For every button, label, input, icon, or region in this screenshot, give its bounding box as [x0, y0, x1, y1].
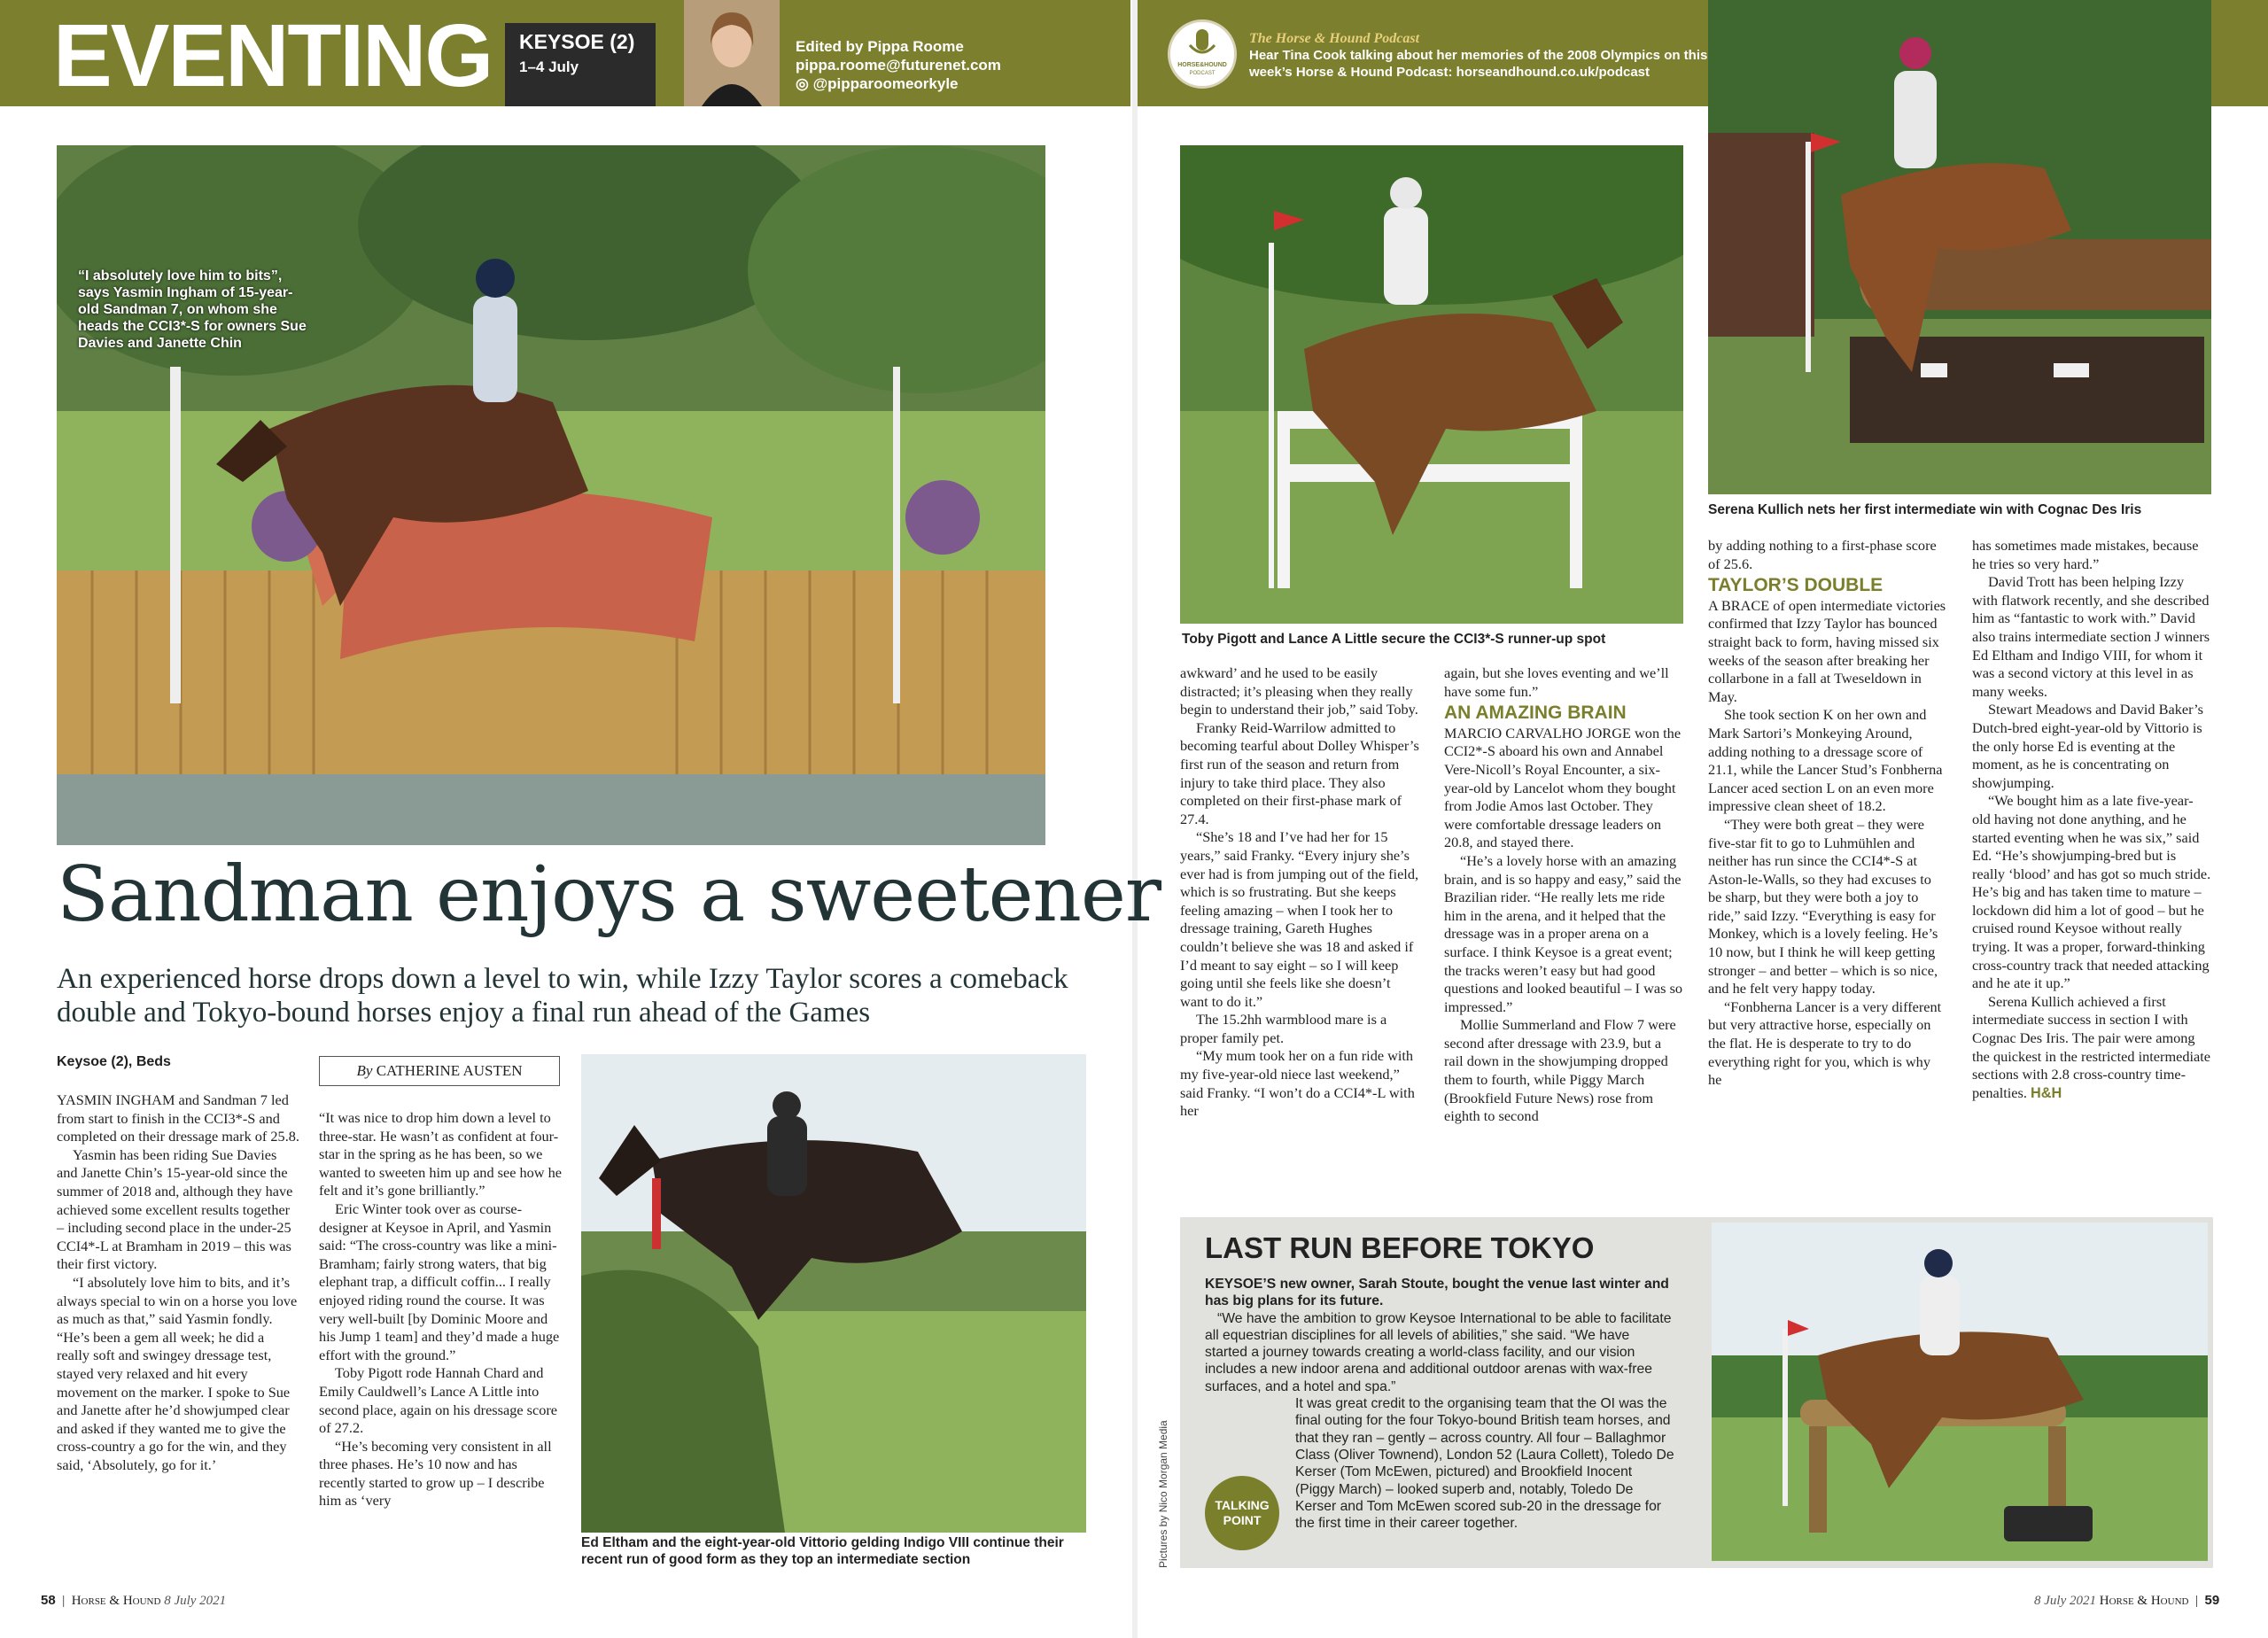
- photo-credit: Pictures by Nico Morgan Media: [1157, 1420, 1169, 1568]
- signoff-logo: H&H: [2031, 1084, 2062, 1101]
- article-column-2: [319, 1109, 563, 1510]
- main-photo-caption: “I absolutely love him to bits”, says Yasmin Ingham of 15-year-old Sandman 7, on whom she heads the CCI3*-S for owners Sue Davies and Janette Chin: [78, 268, 307, 351]
- paragraph: “They were both great – they were five-star fit to go to Luhmühlen and neither has run since the CCI4*-S at Aston-le-Walls, so they had excuses to be sharp, but they were both a joy to ride,” said Izzy. “Everything is easy for Monkey, which is a lovely feeling. He’s 10 now, but I think he will keep getting stronger – and better – which is so nice, and he felt very happy today.: [1708, 815, 1938, 998]
- paragraph: A BRACE of open intermediate victories confirmed that Izzy Taylor has bounced straight back to form, having missed six weeks of the season after breaking her collarbone in a fall at Tweseldown in May.: [1708, 596, 1946, 705]
- folio-left: 58 | Horse & Hound 8 July 2021: [41, 1593, 227, 1608]
- paragraph: “He’s becoming very consistent in all three phases. He’s 10 now and has recently started to grow up – I describe him as ‘very: [319, 1437, 552, 1510]
- instagram-icon: ◎: [796, 75, 813, 92]
- article-column-6: [1972, 537, 2211, 1102]
- paragraph: MARCIO CARVALHO JORGE won the CCI2*-S aboard his own and Annabel Vere-Nicoll’s Royal Encounter, a six-year-old by Lancelot whom they bought from Jodie Amos last October. They were comfortable dressage leaders on 20.8, and stayed there.: [1444, 724, 1682, 851]
- paragraph: Yasmin has been riding Sue Davies and Janette Chin’s 15-year-old since the summer of 2018 and, although they have achieved some excellent results together – including second place in the under-25 CCI4*-L at Bramham in 2019 – this was their first victory.: [57, 1145, 293, 1273]
- venue-dates: 1–4 July: [519, 58, 579, 75]
- sidebar-title: LAST RUN BEFORE TOKYO: [1205, 1231, 1595, 1264]
- article-column-4: [1444, 664, 1683, 1126]
- byline: By CATHERINE AUSTEN: [319, 1056, 560, 1086]
- paragraph: “We have the ambition to grow Keysoe International to be able to facilitate all equestrian disciplines for all levels of abilities,” she said. “We have started a journey towards creating a world-class facility, and our vision includes a new indoor arena and additional outdoor arenas with wax-free surfaces, and a hotel and spa.”: [1205, 1310, 1672, 1394]
- section-title: EVENTING: [53, 6, 493, 105]
- paragraph: by adding nothing to a first-phase score of 25.6.: [1708, 537, 1937, 572]
- page-gutter: [1132, 0, 1138, 1638]
- sidebar-text: [1205, 1276, 1674, 1532]
- venue-box: [505, 23, 656, 106]
- page-number: 59: [2204, 1593, 2220, 1608]
- paragraph: The 15.2hh warmblood mare is a proper family pet.: [1180, 1011, 1387, 1046]
- podcast-logo: [1168, 19, 1237, 89]
- paragraph: Serena Kullich achieved a first intermediate success in section I with Cognac Des Iris. The pair were among the quickest in the restricted intermediate sections with 2.8 cross-country time-penalties. H&H: [1972, 992, 2210, 1101]
- paragraph: YASMIN INGHAM and Sandman 7 led from start to finish in the CCI3*-S and completed on their dressage mark of 25.8.: [57, 1091, 299, 1145]
- paragraph: again, but she loves eventing and we’ll have some fun.”: [1444, 664, 1669, 700]
- paragraph: Franky Reid-Warrilow admitted to becoming tearful about Dolley Whisper’s first run of the season and return from injury to take third place. They also completed on their first-phase mark of 27.4.: [1180, 718, 1419, 827]
- paragraph: Mollie Summerland and Flow 7 were second after dressage with 23.9, but a rail down in the showjumping dropped them to fourth, while Piggy March (Brookfield Future News) rose from eighth to second: [1444, 1016, 1676, 1125]
- issue-date: 8 July 2021: [164, 1594, 227, 1608]
- paragraph: David Trott has been helping Izzy with flatwork recently, and she described him as “fantastic to work with.” David also trains intermediate section J winners Ed Eltham and Indigo VIII, for whom it was a second victory at this level in as many weeks.: [1972, 573, 2210, 700]
- main-photo-sandman: [57, 145, 1045, 845]
- magazine-name: Horse & Hound: [2099, 1594, 2189, 1608]
- section-header-bar: [0, 0, 1130, 106]
- podcast-title: The Horse & Hound Podcast: [1249, 31, 1420, 46]
- article-column-1: [57, 1091, 300, 1474]
- page-number: 58: [41, 1593, 56, 1608]
- paragraph: “He’s a lovely horse with an amazing brain, and is so happy and easy,” said the Brazilian rider. “He really lets me ride him in the arena, and it helped that the dressage was in a proper arena on a surface. I think Keysoe is a great event; the tracks weren’t easy but had good questions and looked beautiful – I was so impressed.”: [1444, 851, 1683, 1015]
- article-column-3: [1180, 664, 1419, 1121]
- author-name: CATHERINE AUSTEN: [376, 1062, 523, 1079]
- paragraph: “My mum took her on a fun ride with my five-year-old niece last weekend,” said Franky. “I won’t do a CCI4*-L with her: [1180, 1047, 1415, 1120]
- folio-right: 8 July 2021 Horse & Hound | 59: [2034, 1593, 2220, 1608]
- editor-email[interactable]: pippa.roome@futurenet.com: [796, 57, 1001, 74]
- svg-text:PODCAST: PODCAST: [1189, 71, 1216, 76]
- editor-portrait: [684, 0, 780, 106]
- paragraph: It was great credit to the organising team that the OI was the final outing for the four Tokyo-bound British team horses, and that they ran – gently – across country. All four – Ballaghmor Class (Oliver Townend), London 52 (Laura Collett), Toledo De Kerser (Tom McEwen, pictured) and Brookfield Inocent (Piggy March) – looked superb and, notably, Toledo De Kerser and Tom McEwen scored sub-20 in the dressage for the first time in their career together.: [1295, 1396, 1674, 1532]
- subheading-amazing-brain: AN AMAZING BRAIN: [1444, 703, 1627, 724]
- subheading-taylors-double: TAYLOR’S DOUBLE: [1708, 575, 1884, 596]
- paragraph: “It was nice to drop him down a level to three-star. He wasn’t as confident at four-star in the spring as he has been, so we wanted to sweeten him up and see how he felt and it’s gone brilliantly.”: [319, 1109, 562, 1199]
- podcast-promo: [1249, 30, 1710, 81]
- paragraph: has sometimes made mistakes, because he tries so very hard.”: [1972, 537, 2199, 572]
- paragraph: Stewart Meadows and David Baker’s Dutch-bred eight-year-old by Vittorio is the only horse Ed is eventing at the moment, as he is concentrating on showjumping.: [1972, 701, 2203, 791]
- talking-point-badge: TALKING POINT: [1205, 1476, 1279, 1550]
- paragraph: Toby Pigott rode Hannah Chard and Emily Cauldwell’s Lance A Little into second place, again on his dressage score of 27.2.: [319, 1364, 557, 1437]
- editor-info: [796, 37, 1001, 93]
- event-location: Keysoe (2), Beds: [57, 1054, 171, 1069]
- sidebar-last-run-before-tokyo: [1180, 1217, 2213, 1568]
- article-column-5: [1708, 537, 1947, 1090]
- paragraph: awkward’ and he used to be easily distracted; it’s pleasing when they really begin to understand their job,” said Toby.: [1180, 664, 1418, 718]
- issue-date: 8 July 2021: [2034, 1594, 2096, 1608]
- photo-indigo-viii: [581, 1054, 1086, 1533]
- photo-tom-mcewen: [1712, 1223, 2208, 1561]
- photo-caption-toby: Toby Pigott and Lance A Little secure the CCI3*-S runner-up spot: [1182, 632, 1606, 647]
- photo-serena-kullich: [1708, 0, 2211, 494]
- magazine-name: Horse & Hound: [71, 1594, 161, 1608]
- editor-line: Edited by Pippa Roome: [796, 38, 964, 55]
- paragraph: Eric Winter took over as course-designer at Keysoe in April, and Yasmin said: “The cross-country was like a mini-Bramham; fairly strong waters, that big elephant trap, a difficult coffin... I really enjoyed riding round the course. It was very well-built [by Dominic Moore and his Jump 1 team] and they’d made a huge effort with the ground.”: [319, 1199, 560, 1363]
- editor-social[interactable]: ◎ @pipparoomeorkyle: [796, 75, 959, 92]
- paragraph: “I absolutely love him to bits, and it’s always special to win on a horse you love as much as that,” said Yasmin fondly. “He’s been a gem all week; he did a really soft and swingey dressage test, stayed very relaxed and hit every movement on the marker. I spoke to Sue and Janette after he’d showjumped clear and asked if they wanted me to give the cross-country a go for the win, and they said, ‘Absolutely, go for it.’: [57, 1273, 298, 1473]
- paragraph: “We bought him as a late five-year-old having not done anything, and he started eventing when he was six,” said Ed. “He’s showjumping-bred but is really ‘blood’ and has got so much stride. He’s big and has taken time to mature – lockdown did him a lot of good – but he cruised round Keysoe without really trying. It was a proper, forward-thinking cross-country track that needed attacking and he ate it up.”: [1972, 792, 2211, 992]
- photo-toby-pigott: [1180, 145, 1683, 624]
- venue-name: KEYSOE (2): [519, 30, 635, 53]
- paragraph: KEYSOE’S new owner, Sarah Stoute, bought the venue last winter and has big plans for its future.: [1205, 1277, 1669, 1309]
- photo-caption-serena: Serena Kullich nets her first intermediate win with Cognac Des Iris: [1708, 502, 2142, 517]
- photo-caption-indigo: Ed Eltham and the eight-year-old Vittorio gelding Indigo VIII continue their recent run of good form as they top an intermediate section: [581, 1535, 1064, 1567]
- paragraph: “Fonbherna Lancer is a very different but very attractive horse, especially on the flat. He is desperate to try to do everything right for you, which is why he: [1708, 998, 1942, 1089]
- podcast-line[interactable]: Hear Tina Cook talking about her memories of the 2008 Olympics on this week’s Horse & Hound Podcast: horseandhound.co.uk/podcast: [1249, 48, 1708, 80]
- paragraph: “She’s 18 and I’ve had her for 15 years,” said Franky. “Every injury she’s ever had is from jumping out of the field, which is so frustrating. But she keeps feeling amazing – when I took her to dressage training, Gareth Hughes couldn’t believe she was 18 and asked if I’d meant to say eight – so I will keep going until she feels like she doesn’t want to do it.”: [1180, 828, 1419, 1010]
- podcast-logo-text: HORSE&HOUND: [1177, 62, 1227, 68]
- article-headline: Sandman enjoys a sweetener: [57, 850, 1161, 939]
- paragraph: She took section K on her own and Mark Sartori’s Monkeying Around, adding nothing to a dressage score of 21.1, while the Lancer Stud’s Fonbherna Lancer aced section L on an even more impressive clean sheet of 18.2.: [1708, 706, 1943, 815]
- article-standfirst: An experienced horse drops down a level to win, while Izzy Taylor scores a comeback double and Tokyo-bound horses enjoy a final run ahead of the Games: [57, 963, 1068, 1029]
